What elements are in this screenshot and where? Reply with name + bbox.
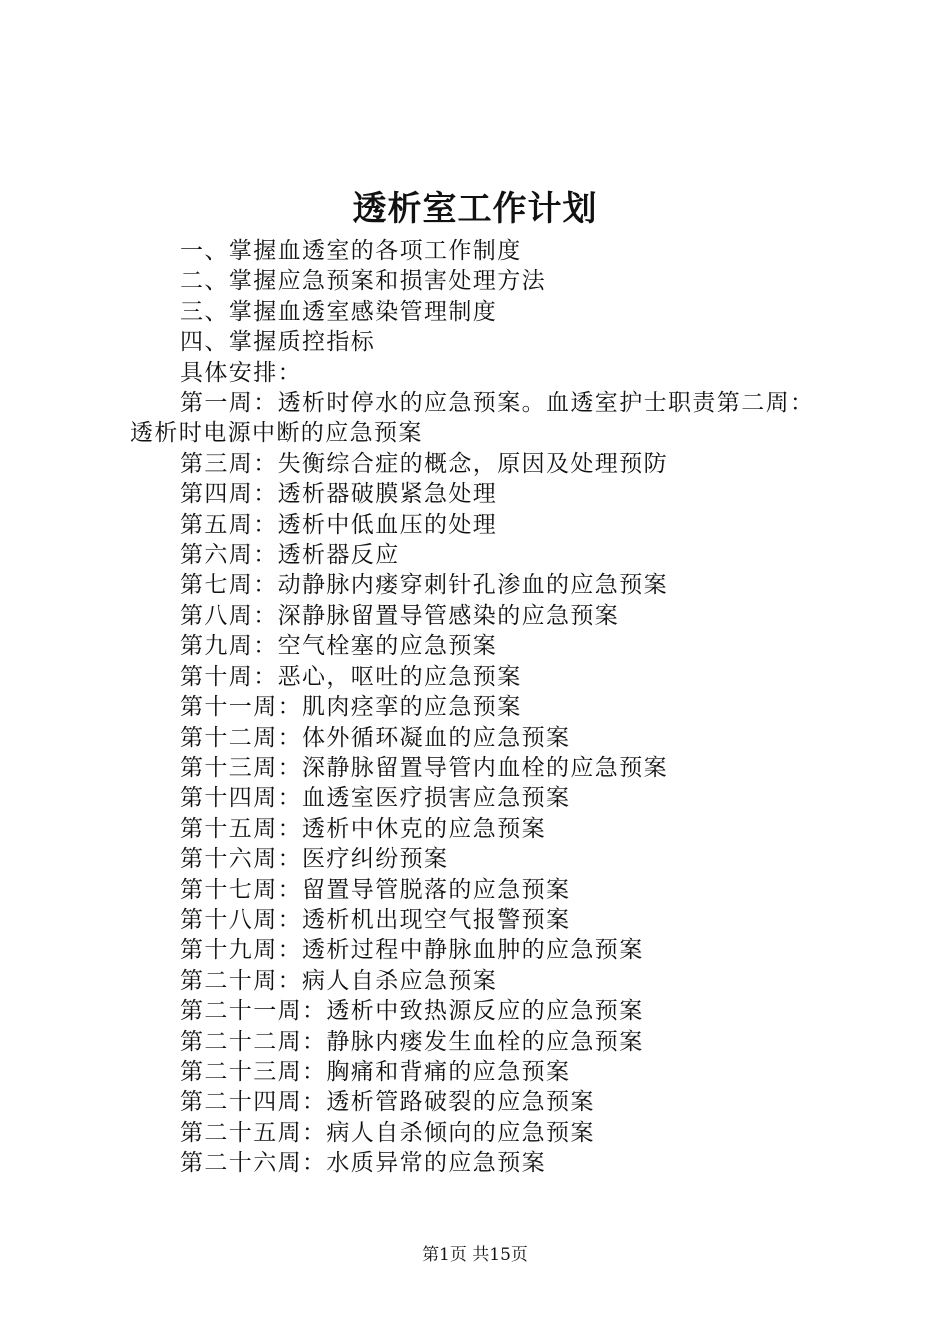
week-24: 第二十四周：透析管路破裂的应急预案	[180, 1089, 595, 1116]
objective-1: 一、掌握血透室的各项工作制度	[180, 238, 522, 264]
week-1-2-second-line: 透析时电源中断的应急预案	[130, 420, 423, 447]
page-footer: 第1页 共15页	[422, 1245, 528, 1265]
week-11: 第十一周：肌肉痉挛的应急预案	[180, 694, 522, 721]
document-title: 透析室工作计划	[352, 189, 598, 229]
schedule-heading: 具体安排：	[180, 359, 302, 386]
week-18: 第十八周：透析机出现空气报警预案	[180, 906, 571, 933]
week-9: 第九周：空气栓塞的应急预案	[180, 633, 498, 660]
week-7: 第七周：动静脉内瘘穿刺针孔渗血的应急预案	[180, 572, 668, 599]
week-12: 第十二周：体外循环凝血的应急预案	[180, 724, 571, 751]
week-20: 第二十周：病人自杀应急预案	[180, 967, 498, 994]
week-1-2-first-line: 第一周：透析时停水的应急预案。血透室护士职责第二周：	[180, 390, 815, 417]
week-6: 第六周：透析器反应	[180, 542, 400, 569]
week-3: 第三周：失衡综合症的概念，原因及处理预防	[180, 450, 668, 477]
week-22: 第二十二周：静脉内瘘发生血栓的应急预案	[180, 1028, 644, 1055]
week-19: 第十九周：透析过程中静脉血肿的应急预案	[180, 937, 644, 964]
week-25: 第二十五周：病人自杀倾向的应急预案	[180, 1119, 595, 1146]
week-15: 第十五周：透析中休克的应急预案	[180, 815, 546, 842]
objective-2: 二、掌握应急预案和损害处理方法	[180, 268, 546, 295]
week-10: 第十周：恶心，呕吐的应急预案	[180, 663, 522, 690]
week-14: 第十四周：血透室医疗损害应急预案	[180, 785, 571, 812]
week-4: 第四周：透析器破膜紧急处理	[180, 481, 498, 508]
objective-4: 四、掌握质控指标	[180, 329, 376, 356]
objective-3: 三、掌握血透室感染管理制度	[180, 298, 498, 325]
week-21: 第二十一周：透析中致热源反应的应急预案	[180, 998, 644, 1025]
week-5: 第五周：透析中低血压的处理	[180, 511, 498, 538]
week-23: 第二十三周：胸痛和背痛的应急预案	[180, 1058, 571, 1085]
week-13: 第十三周：深静脉留置导管内血栓的应急预案	[180, 754, 668, 781]
week-8: 第八周：深静脉留置导管感染的应急预案	[180, 602, 620, 629]
week-17: 第十七周：留置导管脱落的应急预案	[180, 876, 571, 903]
week-16: 第十六周：医疗纠纷预案	[180, 846, 449, 873]
week-1-2-paragraph	[130, 388, 830, 449]
week-26: 第二十六周：水质异常的应急预案	[180, 1150, 546, 1177]
document-body	[130, 236, 830, 1179]
